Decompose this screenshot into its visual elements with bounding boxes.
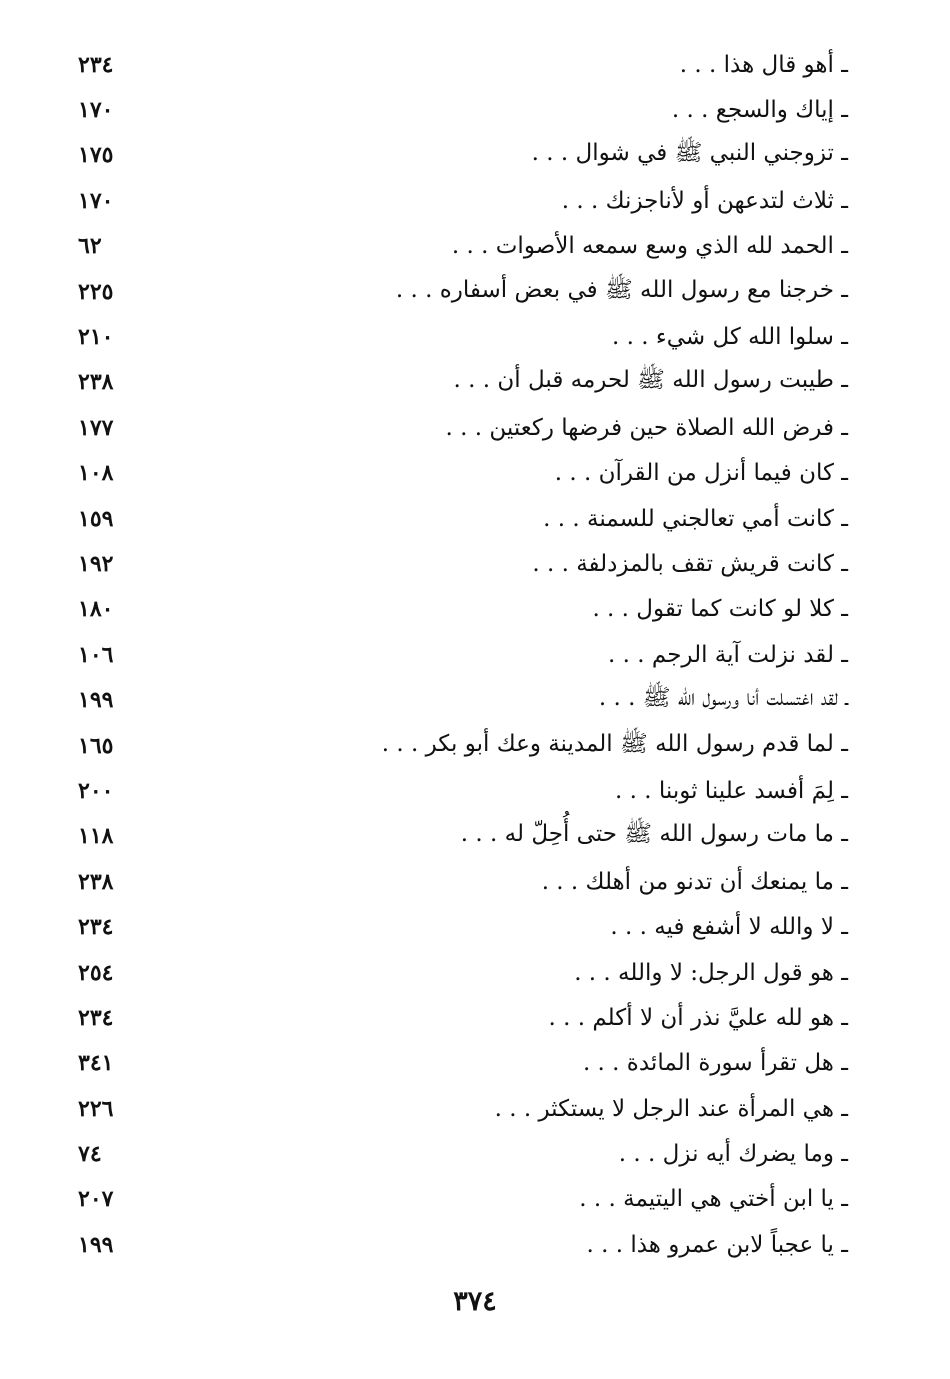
index-entry	[78, 87, 848, 132]
entry-page-number: ١٩٩	[78, 687, 114, 714]
entry-text: ـ كان فيما أنزل من القرآن . . .	[554, 460, 848, 487]
entry-page-number: ١٩٢	[78, 550, 114, 577]
index-entry	[78, 405, 848, 450]
index-entry	[78, 587, 848, 632]
entry-page-number: ٣٤١	[78, 1050, 114, 1077]
index-entry	[78, 178, 848, 223]
entry-text: ـ هل تقرأ سورة المائدة . . .	[582, 1050, 848, 1077]
hadith-index-list	[78, 42, 848, 1268]
entry-text: ـ لقد نزلت آية الرجم . . .	[608, 641, 848, 668]
entry-page-number: ٢٣٨	[78, 868, 114, 895]
entry-page-number: ٦٢	[78, 233, 102, 260]
index-entry	[78, 995, 848, 1040]
index-entry	[78, 723, 848, 768]
index-entry	[78, 1131, 848, 1176]
index-entry	[78, 904, 848, 949]
entry-text: ـ طيبت رسول الله ﷺ لحرمه قبل أن . . .	[453, 367, 848, 394]
entry-text: ـ وما يضرك أيه نزل . . .	[618, 1141, 848, 1168]
entry-text: ـ كلا لو كانت كما تقول . . .	[592, 596, 848, 623]
entry-page-number: ٢٢٥	[78, 278, 114, 305]
entry-text: ـ يا ابن أختي هي اليتيمة . . .	[579, 1186, 848, 1213]
entry-page-number: ١٧٥	[78, 142, 114, 169]
entry-text: ـ لا والله لا أشفع فيه . . .	[610, 914, 848, 941]
page-number-text: ٣٧٤	[453, 1286, 497, 1317]
entry-text: ـ تزوجني النبي ﷺ في شوال . . .	[531, 140, 848, 167]
entry-page-number: ١٠٦	[78, 641, 114, 668]
entry-page-number: ٢٠٧	[78, 1186, 114, 1213]
entry-text: ـ أهو قال هذا . . .	[679, 51, 848, 78]
index-entry	[78, 1222, 848, 1267]
entry-page-number: ٢٢٦	[78, 1095, 114, 1122]
entry-text: ـ هي المرأة عند الرجل لا يستكثر . . .	[494, 1095, 848, 1122]
index-entry	[78, 42, 848, 87]
entry-page-number: ١٥٩	[78, 505, 114, 532]
index-entry	[78, 314, 848, 359]
entry-text: ـ كانت قريش تقف بالمزدلفة . . .	[532, 550, 848, 577]
index-entry	[78, 451, 848, 496]
entry-page-number: ٢٣٨	[78, 369, 114, 396]
index-entry	[78, 541, 848, 586]
entry-page-number: ١٠٨	[78, 460, 114, 487]
entry-page-number: ٢٥٤	[78, 959, 114, 986]
index-entry	[78, 1041, 848, 1086]
index-entry	[78, 1177, 848, 1222]
entry-page-number: ٧٤	[78, 1141, 102, 1168]
entry-text: ـ خرجنا مع رسول الله ﷺ في بعض أسفاره . . .	[395, 276, 848, 303]
entry-text: ـ سلوا الله كل شيء . . .	[612, 324, 848, 351]
entry-text: ـ يا عجباً لابن عمرو هذا . . .	[586, 1231, 848, 1258]
entry-text: ـ لما قدم رسول الله ﷺ المدينة وعك أبو بكر . . .	[381, 730, 848, 757]
index-entry	[78, 496, 848, 541]
entry-text: ـ لِمَ أفسد علينا ثوبنا . . .	[615, 777, 848, 804]
index-entry	[78, 814, 848, 859]
index-entry	[78, 950, 848, 995]
entry-text: ـ ثلاث لتدعهن أو لأناجزنك . . .	[561, 187, 848, 214]
index-entry	[78, 360, 848, 405]
index-entry	[78, 269, 848, 314]
entry-page-number: ١٧٧	[78, 414, 114, 441]
index-entry	[78, 632, 848, 677]
entry-text: ـ هو لله عليَّ نذر أن لا أكلم . . .	[548, 1004, 848, 1031]
entry-text: ـ هو قول الرجل: لا والله . . .	[574, 959, 848, 986]
entry-text: ـ ما يمنعك أن تدنو من أهلك . . .	[541, 868, 848, 895]
entry-text: ـ لقد اغتسلت أنا ورسول الله ﷺ . . .	[598, 685, 848, 712]
index-entry	[78, 133, 848, 178]
entry-text: ـ ما مات رسول الله ﷺ حتى أُحِلّ له . . .	[460, 821, 848, 848]
index-entry	[78, 677, 848, 722]
entry-page-number: ١٧٠	[78, 97, 114, 124]
index-entry	[78, 859, 848, 904]
entry-page-number: ١٨٠	[78, 596, 114, 623]
entry-page-number: ١١٨	[78, 823, 114, 850]
entry-text: ـ فرض الله الصلاة حين فرضها ركعتين . . .	[445, 414, 848, 441]
entry-page-number: ٢١٠	[78, 324, 114, 351]
entry-page-number: ١٧٠	[78, 187, 114, 214]
index-entry	[78, 768, 848, 813]
entry-page-number: ١٩٩	[78, 1231, 114, 1258]
index-entry	[78, 1086, 848, 1131]
entry-page-number: ٢٣٤	[78, 914, 114, 941]
entry-text: ـ الحمد لله الذي وسع سمعه الأصوات . . .	[451, 233, 848, 260]
entry-page-number: ٢٠٠	[78, 777, 114, 804]
entry-text: ـ إياك والسجع . . .	[671, 97, 848, 124]
entry-page-number: ٢٣٤	[78, 51, 114, 78]
entry-page-number: ٢٣٤	[78, 1004, 114, 1031]
index-entry	[78, 224, 848, 269]
page-number	[0, 1286, 950, 1317]
entry-page-number: ١٦٥	[78, 732, 114, 759]
entry-text: ـ كانت أمي تعالجني للسمنة . . .	[543, 505, 848, 532]
